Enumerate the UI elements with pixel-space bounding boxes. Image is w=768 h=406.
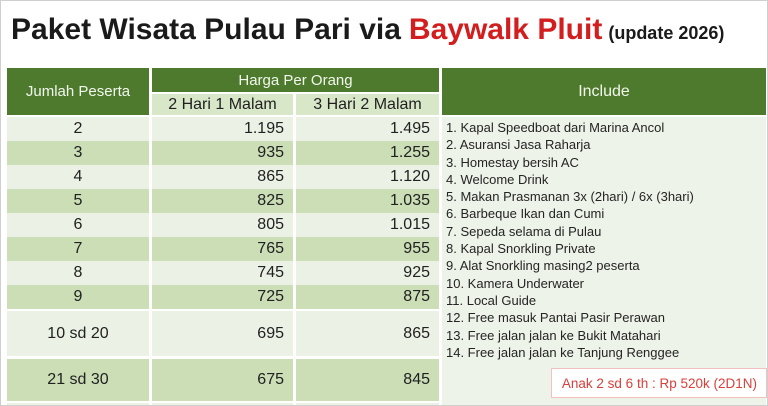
child-price-note: Anak 2 sd 6 th : Rp 520k (2D1N) <box>551 368 767 398</box>
header-participants: Jumlah Peserta <box>7 68 149 115</box>
include-item: 12. Free masuk Pantai Pasir Perawan <box>446 310 665 326</box>
cell-price-3d2n: 1.255 <box>296 141 439 165</box>
table-row <box>7 359 439 401</box>
table-row <box>7 141 439 165</box>
header-include: Include <box>442 68 766 115</box>
cell-price-2d1n: 1.195 <box>152 117 293 141</box>
cell-participants: 7 <box>7 237 149 261</box>
cell-participants: 9 <box>7 285 149 309</box>
cell-price-2d1n: 695 <box>152 311 293 356</box>
cell-price-2d1n: 675 <box>152 359 293 401</box>
cell-participants: 3 <box>7 141 149 165</box>
include-item: 1. Kapal Speedboat dari Marina Ancol <box>446 120 665 135</box>
title-prefix: Paket Wisata Pulau Pari via <box>11 13 401 46</box>
cell-participants: 6 <box>7 213 149 237</box>
cell-participants: 2 <box>7 117 149 141</box>
include-list <box>442 117 766 406</box>
table-header <box>7 68 439 115</box>
include-item: 4. Welcome Drink <box>446 171 549 187</box>
include-item: 14. Free jalan jalan ke Tanjung Renggee <box>446 344 680 360</box>
cell-price-3d2n: 1.035 <box>296 189 439 213</box>
title-update-note: (update 2026) <box>608 23 725 43</box>
header-package-3d2n: 3 Hari 2 Malam <box>296 94 439 115</box>
cell-price-3d2n: 925 <box>296 261 439 285</box>
include-item: 11. Local Guide <box>446 292 537 308</box>
include-item: 8. Kapal Snorkling Private <box>446 241 596 257</box>
cell-price-2d1n: 765 <box>152 237 293 261</box>
include-column <box>442 68 766 406</box>
price-table <box>7 68 766 406</box>
cell-price-3d2n: 1.495 <box>296 117 439 141</box>
cell-price-3d2n: 875 <box>296 285 439 309</box>
price-columns <box>7 68 439 406</box>
cell-price-3d2n: 865 <box>296 311 439 356</box>
table-row <box>7 285 439 309</box>
include-item: 2. Asuransi Jasa Raharja <box>446 137 591 153</box>
header-price-group: Harga Per Orang <box>152 68 439 92</box>
header-package-2d1n: 2 Hari 1 Malam <box>152 94 293 115</box>
cell-price-2d1n: 935 <box>152 141 293 165</box>
cell-price-3d2n: 1.120 <box>296 165 439 189</box>
cell-price-2d1n: 725 <box>152 285 293 309</box>
include-item: 5. Makan Prasmanan 3x (2hari) / 6x (3hari) <box>446 189 694 205</box>
table-row <box>7 117 439 141</box>
include-item: 9. Alat Snorkling masing2 peserta <box>446 258 640 274</box>
include-item: 10. Kamera Underwater <box>446 275 585 291</box>
cell-price-3d2n: 1.015 <box>296 213 439 237</box>
cell-price-2d1n: 865 <box>152 165 293 189</box>
cell-participants: 21 sd 30 <box>7 359 149 401</box>
include-item: 3. Homestay bersih AC <box>446 154 579 170</box>
cell-participants: 4 <box>7 165 149 189</box>
cell-price-3d2n: 955 <box>296 237 439 261</box>
cell-participants: 5 <box>7 189 149 213</box>
cell-price-2d1n: 745 <box>152 261 293 285</box>
cell-participants: 10 sd 20 <box>7 311 149 356</box>
include-item: 7. Sepeda selama di Pulau <box>446 223 602 239</box>
cell-price-3d2n: 845 <box>296 359 439 401</box>
include-item: 13. Free jalan jalan ke Bukit Matahari <box>446 327 661 343</box>
cell-participants: 8 <box>7 261 149 285</box>
include-item: 6. Barbeque Ikan dan Cumi <box>446 206 605 222</box>
table-row <box>7 213 439 237</box>
table-row <box>7 237 439 261</box>
table-row <box>7 189 439 213</box>
title-highlight: Baywalk Pluit <box>408 13 603 46</box>
table-row <box>7 311 439 356</box>
table-row <box>7 261 439 285</box>
cell-price-2d1n: 825 <box>152 189 293 213</box>
cell-price-2d1n: 805 <box>152 213 293 237</box>
table-row <box>7 165 439 189</box>
page-title <box>11 10 761 53</box>
